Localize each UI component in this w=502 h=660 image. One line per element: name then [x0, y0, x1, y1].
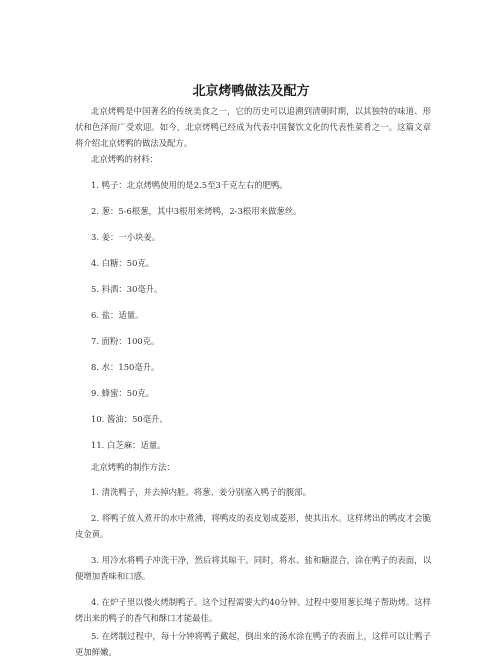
material-item: 11. 白芝麻：适量。: [91, 440, 166, 450]
intro-paragraph: 北京烤鸭是中国著名的传统美食之一，它的历史可以追溯到清朝时期，以其独特的味道、形状和色泽而广受欢迎。如今，北京烤鸭已经成为代表中国餐饮文化的代表性菜肴之一。这篇文章将介绍北京烤鸭的做法及配方。: [75, 106, 431, 148]
material-item: 2. 葱：5-6根葱，其中3根用来烤鸭，2-3根用来做葱丝。: [91, 206, 302, 216]
material-item: 4. 白糖：50克。: [91, 258, 155, 268]
step-item: 4. 在炉子里以慢火烤制鸭子。这个过程需要大约40分钟。过程中要用葱长绳子帮助烤。这样烤出来的鸭子的香气和酥口才能最佳。: [75, 597, 431, 623]
step-item: 5. 在烤制过程中，每十分钟将鸭子戴起，倒出来的汤水涂在鸭子的表面上，这样可以让鸭子更加鲜嫩。: [75, 631, 431, 657]
material-item: 9. 蜂蜜：50克。: [91, 388, 155, 398]
step-item: 1. 清洗鸭子，并去掉内脏。将葱、姜分别塞入鸭子的腹部。: [91, 487, 312, 497]
material-item: 6. 盐：适量。: [91, 310, 144, 320]
steps-heading: 北京烤鸭的制作方法：: [91, 462, 175, 472]
step-item: 3. 用冷水将鸭子冲洗干净，然后将其晾干。同时，将水、盐和糖混合，涂在鸭子的表面，以便增加香味和口感。: [75, 555, 431, 581]
material-item: 7. 面粉：100克。: [91, 336, 160, 346]
materials-heading: 北京烤鸭的材料：: [91, 154, 158, 164]
material-item: 5. 料酒：30毫升。: [91, 284, 163, 294]
material-item: 3. 姜：一小块姜。: [91, 232, 161, 242]
step-item: 2. 将鸭子放入煮开的水中煮沸，将鸭皮的表皮划成菱形，使其出水。这样烤出的鸭皮才会脆皮金黄。: [75, 513, 431, 539]
material-item: 8. 水：150毫升。: [91, 362, 160, 372]
material-item: 10. 酱油：50毫升。: [91, 414, 168, 424]
material-item: 1. 鸭子：北京烤鸭使用的是2.5至3千克左右的肥鸭。: [91, 180, 288, 190]
document-title: 北京烤鸭做法及配方: [192, 84, 310, 99]
